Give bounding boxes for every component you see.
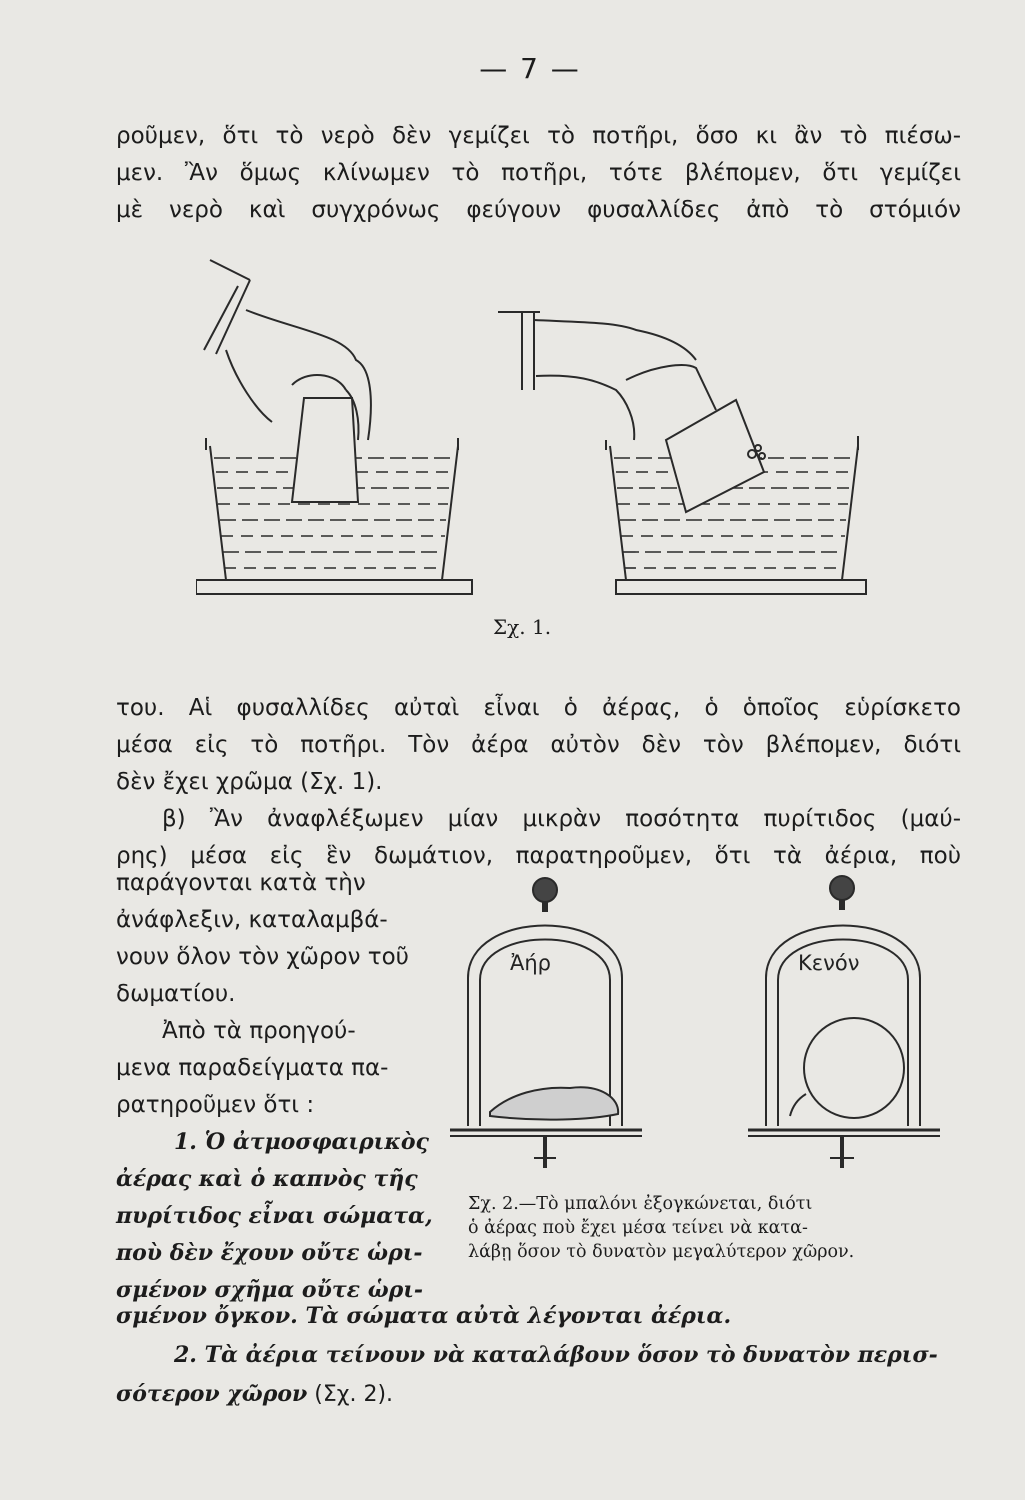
caption-line: λάβῃ ὅσον τὸ δυνατὸν μεγαλύτερον χῶρον. (468, 1242, 855, 1262)
text-line: ροῦμεν, ὅτι τὸ νερὸ δὲν γεμίζει τὸ ποτῆρι, ὅσο κι ἂν τὸ πιέσω- (116, 123, 961, 149)
figure-reference: (Σχ. 2). (307, 1382, 394, 1407)
text-line: μενα παραδείγματα πα- (116, 1055, 389, 1081)
left-column-text (116, 865, 446, 1309)
rule-1-line: 1. Ὁ ἀτμοσφαιρικὸς (174, 1129, 429, 1155)
paragraph-middle (116, 690, 961, 875)
rule-1-line: ἀέρας καὶ ὁ καπνὸς τῆς (116, 1166, 418, 1192)
rule-2-italic: σότερον χῶρον (116, 1381, 308, 1407)
svg-text:Κενόν: Κενόν (798, 951, 860, 975)
page-number: — 7 — (479, 52, 581, 85)
inflated-balloon-icon (804, 1018, 904, 1118)
text-line: δωματίου. (116, 981, 236, 1007)
right-bell-jar (748, 876, 940, 1168)
deflated-balloon-icon (490, 1087, 618, 1119)
text-line: παράγονται κατὰ τὴν (116, 870, 366, 896)
figure-2-caption (468, 1192, 948, 1264)
figure-2-illustration (450, 868, 970, 1188)
rule-1-line: σμένον σχῆμα οὔτε ὡρι- (116, 1277, 424, 1303)
rule-1-line: πυρίτιδος εἶναι σώματα, (116, 1203, 433, 1229)
rule-2-line: 2. Τὰ ἀέρια τείνουν νὰ καταλάβουν ὅσον τὸ δυνατὸν περισ- (174, 1342, 938, 1368)
bold-italic-line: σμένον ὄγκον. Τὰ σώματα αὐτὰ λέγονται ἀέρια. (116, 1303, 732, 1329)
text-line: β) Ἂν ἀναφλέξωμεν μίαν μικρὰν ποσότητα πυρίτιδος (μαύ- (162, 806, 961, 832)
text-line: μὲ νερὸ καὶ συγχρόνως φεύγουν φυσαλλίδες ἀπὸ τὸ στόμιόν (116, 197, 961, 223)
text-line: του. Αἱ φυσαλλίδες αὐταὶ εἶναι ὁ ἀέρας, ὁ ὁποῖος εὑρίσκετο (116, 695, 961, 721)
figure-1-caption: Σχ. 1. (493, 615, 552, 639)
text-line: μεν. Ἂν ὅμως κλίνωμεν τὸ ποτῆρι, τότε βλέπομεν, ὅτι γεμίζει (116, 160, 961, 186)
left-bell-jar (450, 878, 642, 1168)
text-line: νουν ὅλον τὸν χῶρον τοῦ (116, 944, 409, 970)
text-line: μέσα εἰς τὸ ποτῆρι. Τὸν ἀέρα αὐτὸν δὲν τὸν βλέπομεν, διότι (116, 732, 961, 758)
rule-2-line-end (116, 1375, 961, 1414)
rule-1-line: ποὺ δὲν ἔχουν οὔτε ὡρι- (116, 1240, 423, 1266)
text-line: δὲν ἔχει χρῶμα (Σχ. 1). (116, 769, 383, 795)
text-line: Ἀπὸ τὰ προηγού- (162, 1018, 356, 1044)
text-line: ρης) μέσα εἰς ἓν δωμάτιον, παρατηροῦμεν, ὅτι τὰ ἀέρια, ποὺ (116, 843, 961, 869)
figure-1-illustration (196, 250, 896, 620)
svg-text:Ἀήρ: Ἀήρ (510, 951, 552, 975)
left-basin-illustration (196, 260, 472, 594)
right-basin-illustration (498, 312, 866, 594)
paragraph-bottom (116, 1297, 961, 1414)
text-line: ρατηροῦμεν ὅτι : (116, 1092, 315, 1118)
text-line: ἀνάφλεξιν, καταλαμβά- (116, 907, 388, 933)
caption-line: ὁ ἀέρας ποὺ ἔχει μέσα τείνει νὰ κατα- (468, 1218, 808, 1238)
caption-line: Σχ. 2.—Τὸ μπαλόνι ἐξογκώνεται, διότι (468, 1194, 813, 1214)
paragraph-top (116, 118, 961, 229)
